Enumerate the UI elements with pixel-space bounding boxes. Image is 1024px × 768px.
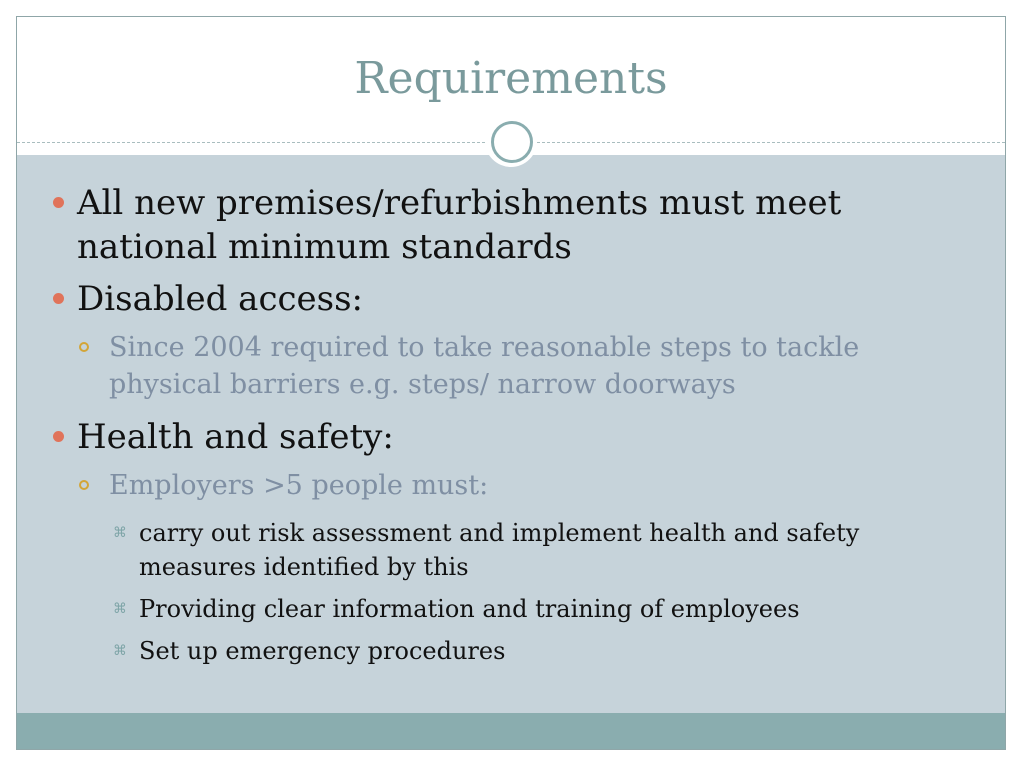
bullet-item	[49, 415, 979, 459]
filled-circle-bullet-icon	[53, 431, 64, 442]
sub-sub-bullet-text: Set up emergency procedures	[139, 637, 506, 665]
bullet-item	[49, 181, 979, 269]
bullet-text: Disabled access:	[77, 279, 364, 319]
bullet-text: Health and safety:	[77, 417, 394, 457]
filled-circle-bullet-icon	[53, 293, 64, 304]
slide	[16, 16, 1006, 750]
slide-title: Requirements	[354, 53, 668, 104]
ornament-ring	[491, 121, 533, 163]
bullet-list	[49, 181, 979, 676]
hollow-circle-bullet-icon	[79, 480, 89, 490]
bullet-item	[49, 277, 979, 321]
filled-circle-bullet-icon	[53, 197, 64, 208]
sub-sub-bullet-item	[49, 634, 979, 668]
sub-sub-bullet-item	[49, 516, 979, 584]
x-mark-bullet-icon: ⌘	[113, 643, 127, 659]
sub-bullet-item	[49, 467, 979, 504]
x-mark-bullet-icon: ⌘	[113, 525, 127, 541]
ring-ornament-icon	[485, 115, 537, 167]
hollow-circle-bullet-icon	[79, 342, 89, 352]
sub-sub-bullet-text: carry out risk assessment and implement health and safety measures identified by this	[139, 519, 860, 581]
sub-bullet-text: Since 2004 required to take reasonable steps to tackle physical barriers e.g. steps/ narrow doorways	[109, 332, 860, 400]
sub-bullet-text: Employers >5 people must:	[109, 470, 489, 501]
sub-bullet-item	[49, 329, 979, 403]
sub-sub-bullet-text: Providing clear information and training of employees	[139, 595, 800, 623]
sub-sub-bullet-item	[49, 592, 979, 626]
footer-band	[17, 713, 1005, 749]
bullet-text: All new premises/refurbishments must meet national minimum standards	[77, 183, 842, 267]
x-mark-bullet-icon: ⌘	[113, 601, 127, 617]
